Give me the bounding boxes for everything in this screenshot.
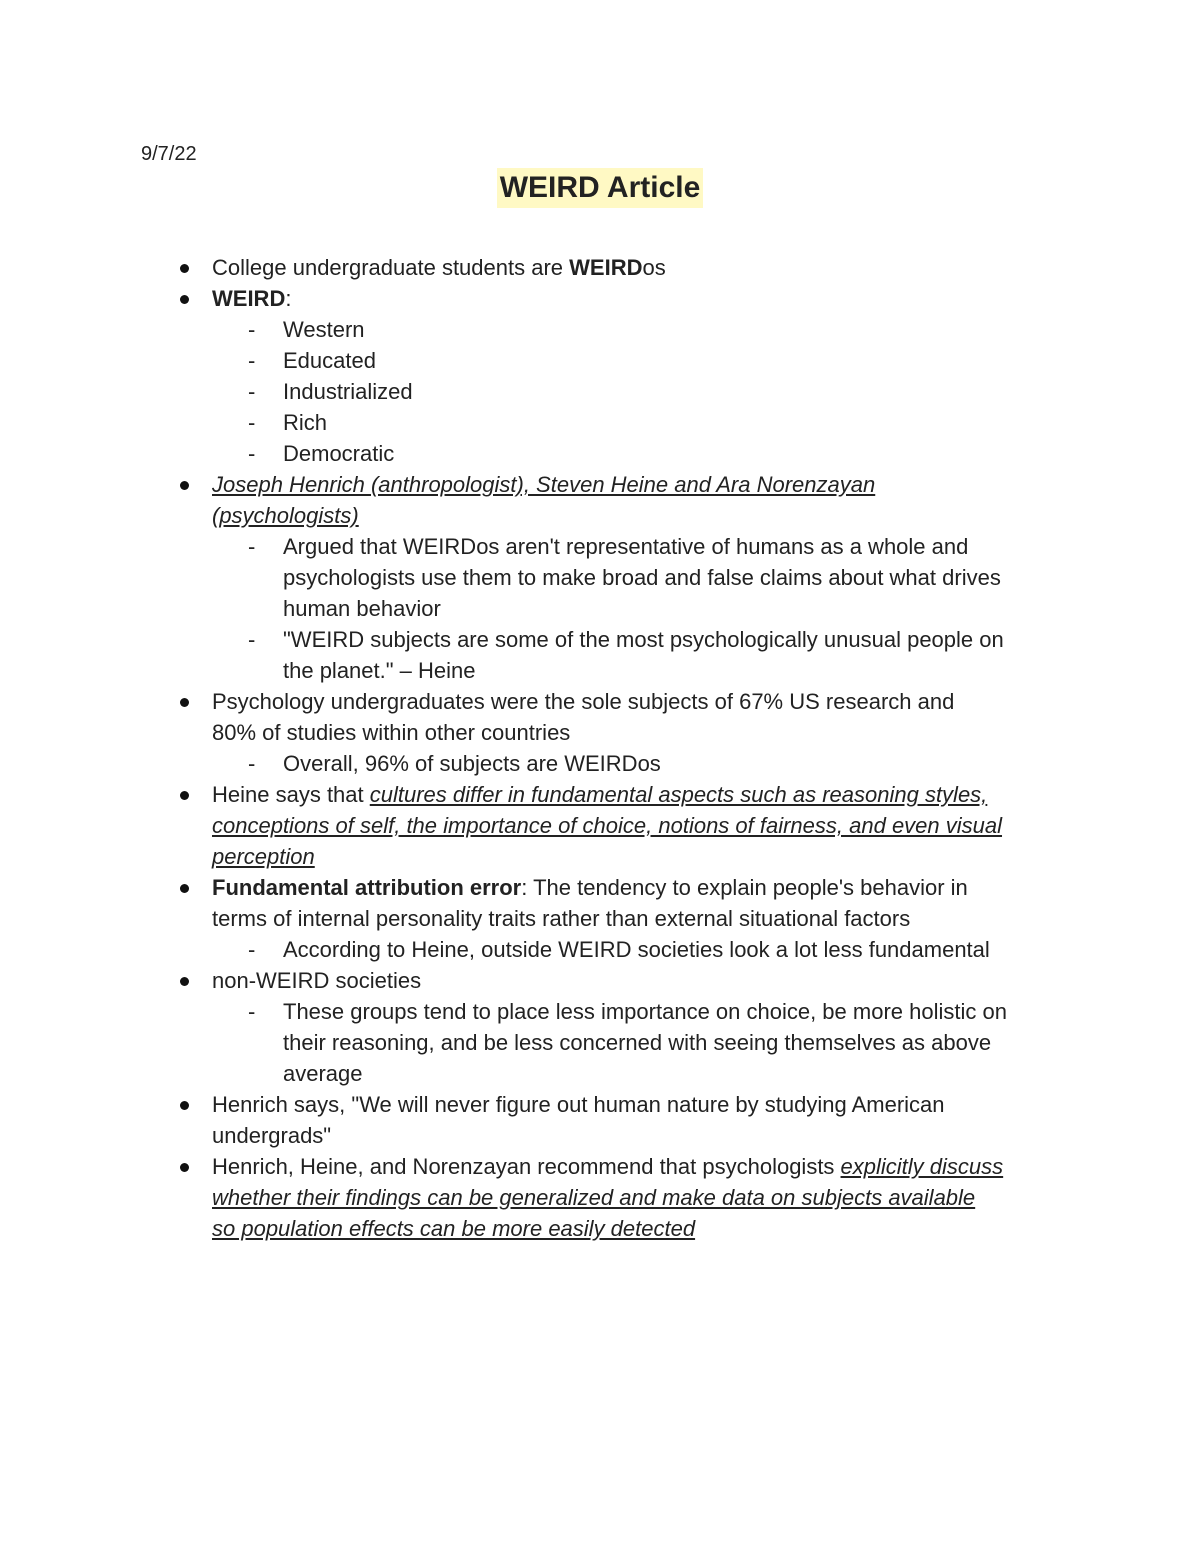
text-span: : The tendency to explain people's behavior in bbox=[521, 875, 968, 900]
list-item-continuation bbox=[0, 1120, 1200, 1151]
sub-item-text: Rich bbox=[283, 410, 328, 435]
list-item bbox=[0, 1151, 1200, 1182]
bullet-icon bbox=[180, 698, 189, 707]
bold-text: WEIRD bbox=[212, 286, 286, 311]
sub-item-text: According to Heine, outside WEIRD societies look a lot less fundamental bbox=[283, 937, 990, 962]
dash-icon: - bbox=[248, 317, 256, 342]
sub-item-text: Western bbox=[283, 317, 365, 342]
dash-icon: - bbox=[248, 379, 256, 404]
list-item bbox=[0, 872, 1200, 903]
sub-item-text: Overall, 96% of subjects are WEIRDos bbox=[283, 751, 661, 776]
page-title: WEIRD Article bbox=[497, 168, 704, 208]
notes-list bbox=[0, 252, 1200, 1244]
list-item-text: undergrads" bbox=[212, 1123, 332, 1148]
list-item-continuation bbox=[0, 1182, 1200, 1213]
sub-item-text: their reasoning, and be less concerned with seeing themselves as above bbox=[283, 1030, 992, 1055]
bullet-icon bbox=[180, 295, 189, 304]
list-item-text: 80% of studies within other countries bbox=[212, 720, 571, 745]
dash-icon: - bbox=[248, 441, 256, 466]
list-item-text: terms of internal personality traits rather than external situational factors bbox=[212, 906, 911, 931]
list-item-text: Psychology undergraduates were the sole subjects of 67% US research and bbox=[212, 689, 955, 714]
dash-icon: - bbox=[248, 410, 256, 435]
sub-item bbox=[0, 376, 1200, 407]
list-item-text bbox=[212, 1151, 1003, 1182]
bullet-icon bbox=[180, 884, 189, 893]
sub-item bbox=[0, 531, 1200, 562]
sub-item-continuation bbox=[0, 1027, 1200, 1058]
list-item-text bbox=[212, 872, 968, 903]
list-item-continuation bbox=[0, 841, 1200, 872]
list-item bbox=[0, 469, 1200, 500]
list-item-text: Henrich says, "We will never figure out human nature by studying American bbox=[212, 1092, 945, 1117]
list-item bbox=[0, 965, 1200, 996]
underlined-text: whether their findings can be generalized and make data on subjects available bbox=[212, 1185, 976, 1210]
bullet-icon bbox=[180, 791, 189, 800]
sub-item bbox=[0, 996, 1200, 1027]
sub-item-text: Industrialized bbox=[283, 379, 413, 404]
sub-item-continuation bbox=[0, 655, 1200, 686]
text-span: os bbox=[642, 255, 666, 280]
sub-item-text: the planet." – Heine bbox=[283, 658, 476, 683]
sub-item-text: These groups tend to place less importance on choice, be more holistic on bbox=[283, 999, 1007, 1024]
list-item bbox=[0, 1089, 1200, 1120]
bold-text: Fundamental attribution error bbox=[212, 875, 522, 900]
list-item-continuation bbox=[0, 903, 1200, 934]
bullet-icon bbox=[180, 1163, 189, 1172]
dash-icon: - bbox=[248, 937, 256, 962]
underlined-text: so population effects can be more easily detected bbox=[212, 1216, 696, 1241]
sub-item bbox=[0, 438, 1200, 469]
text-span: Heine says that bbox=[212, 782, 370, 807]
bold-text: WEIRD bbox=[569, 255, 643, 280]
dash-icon: - bbox=[248, 751, 256, 776]
list-item bbox=[0, 283, 1200, 314]
list-item bbox=[0, 779, 1200, 810]
dash-icon: - bbox=[248, 627, 256, 652]
list-item-text bbox=[212, 252, 666, 283]
underlined-text: cultures differ in fundamental aspects such as reasoning styles, bbox=[369, 782, 988, 807]
dash-icon: - bbox=[248, 348, 256, 373]
list-item-continuation bbox=[0, 500, 1200, 531]
bullet-icon bbox=[180, 481, 189, 490]
list-item-text: Joseph Henrich (anthropologist), Steven Heine and Ara Norenzayan bbox=[212, 472, 876, 497]
list-item bbox=[0, 686, 1200, 717]
sub-item-continuation bbox=[0, 593, 1200, 624]
bullet-icon bbox=[180, 1101, 189, 1110]
sub-item bbox=[0, 748, 1200, 779]
text-span: College undergraduate students are bbox=[212, 255, 570, 280]
text-span: Henrich, Heine, and Norenzayan recommend that psychologists bbox=[212, 1154, 841, 1179]
sub-item-text: Argued that WEIRDos aren't representative of humans as a whole and bbox=[283, 534, 969, 559]
bullet-icon bbox=[180, 977, 189, 986]
list-item-continuation bbox=[0, 810, 1200, 841]
sub-item-text: Democratic bbox=[283, 441, 395, 466]
sub-item bbox=[0, 314, 1200, 345]
list-item-continuation bbox=[0, 1213, 1200, 1244]
bullet-icon bbox=[180, 264, 189, 273]
underlined-text: explicitly discuss bbox=[840, 1154, 1004, 1179]
sub-item-text: average bbox=[283, 1061, 363, 1086]
sub-item bbox=[0, 345, 1200, 376]
sub-item bbox=[0, 407, 1200, 438]
list-item-text: (psychologists) bbox=[212, 503, 359, 528]
sub-item-text: Educated bbox=[283, 348, 376, 373]
list-item-text: non-WEIRD societies bbox=[212, 968, 422, 993]
sub-item-continuation bbox=[0, 1058, 1200, 1089]
list-item-text bbox=[212, 779, 987, 810]
underlined-text: perception bbox=[212, 844, 315, 869]
sub-item-text: psychologists use them to make broad and false claims about what drives bbox=[283, 565, 1001, 590]
dash-icon: - bbox=[248, 999, 256, 1024]
dash-icon: - bbox=[248, 534, 256, 559]
text-span: : bbox=[285, 286, 292, 311]
list-item-continuation bbox=[0, 717, 1200, 748]
title-container bbox=[0, 168, 1200, 208]
sub-item-continuation bbox=[0, 562, 1200, 593]
sub-item bbox=[0, 624, 1200, 655]
list-item bbox=[0, 252, 1200, 283]
list-item-text bbox=[212, 283, 291, 314]
sub-item-text: human behavior bbox=[283, 596, 441, 621]
sub-item bbox=[0, 934, 1200, 965]
underlined-text: conceptions of self, the importance of choice, notions of fairness, and even visual bbox=[212, 813, 1003, 838]
date: 9/7/22 bbox=[141, 143, 197, 165]
sub-item-text: "WEIRD subjects are some of the most psychologically unusual people on bbox=[283, 627, 1004, 652]
